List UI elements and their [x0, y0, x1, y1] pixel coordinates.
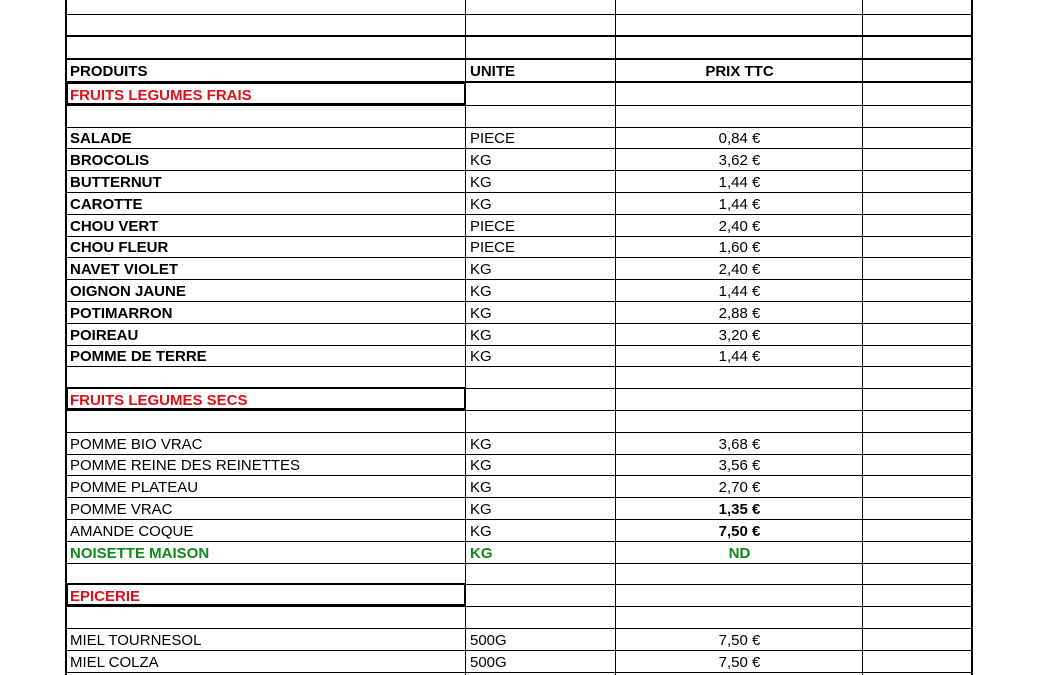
table-row [0, 301, 1058, 323]
product-price: 1,44 € [718, 282, 761, 300]
table-row [0, 257, 1058, 279]
product-unit: KG [470, 282, 492, 300]
product-unit: PIECE [470, 130, 516, 148]
table-row [0, 519, 1058, 541]
column-header-prix: PRIX TTC [705, 63, 774, 80]
product-unit: KG [470, 304, 492, 322]
product-unit: KG [470, 348, 492, 366]
grid-hline [66, 105, 973, 106]
product-price: 0,84 € [718, 130, 761, 148]
product-name: NAVET VIOLET [70, 261, 179, 279]
product-name: CHOU VERT [70, 217, 159, 235]
product-name: CAROTTE [70, 195, 143, 213]
table-row [0, 214, 1058, 236]
product-name: POMME PLATEAU [70, 479, 199, 497]
product-price: 1,35 € [718, 500, 761, 518]
product-unit: KG [470, 457, 492, 475]
product-price: 3,68 € [718, 435, 761, 453]
table-row [0, 497, 1058, 519]
product-price: 3,56 € [718, 457, 761, 475]
product-name: OIGNON JAUNE [70, 282, 186, 300]
product-price: 7,50 € [718, 631, 761, 649]
table-row [0, 170, 1058, 192]
grid-hline [66, 563, 973, 564]
product-name: POMME BIO VRAC [70, 435, 203, 453]
table-row [0, 475, 1058, 497]
product-price: 3,20 € [718, 326, 761, 344]
product-name: POIREAU [70, 326, 139, 344]
product-price: 2,40 € [718, 261, 761, 279]
product-price: 3,62 € [718, 152, 761, 170]
table-header [0, 60, 1058, 81]
grid-hline [66, 606, 973, 607]
grid-hline [66, 35, 973, 37]
product-unit: 500G [470, 653, 507, 671]
product-name: POTIMARRON [70, 304, 173, 322]
product-price: 1,44 € [718, 173, 761, 191]
product-unit: KG [470, 435, 492, 453]
product-unit: PIECE [470, 217, 516, 235]
product-unit: KG [470, 479, 492, 497]
product-unit: KG [470, 544, 493, 562]
product-price: 1,60 € [718, 239, 761, 257]
product-name: SALADE [70, 130, 132, 148]
table-row [0, 541, 1058, 563]
product-name: POMME DE TERRE [70, 348, 207, 366]
product-price: 2,88 € [718, 304, 761, 322]
section-title-box [66, 82, 466, 105]
product-name: MIEL TOURNESOL [70, 631, 202, 649]
table-row [0, 127, 1058, 149]
table-row [0, 148, 1058, 170]
product-unit: 500G [470, 631, 507, 649]
product-name: NOISETTE MAISON [70, 544, 210, 562]
table-row [0, 279, 1058, 301]
product-name: BUTTERNUT [70, 173, 162, 191]
product-name: BROCOLIS [70, 152, 150, 170]
product-unit: KG [470, 522, 492, 540]
table-row [0, 432, 1058, 454]
product-price: 1,44 € [718, 348, 761, 366]
product-name: MIEL COLZA [70, 653, 159, 671]
product-unit: KG [470, 500, 492, 518]
product-price: 2,70 € [718, 479, 761, 497]
column-header-produits: PRODUITS [70, 63, 148, 80]
product-name: POMME VRAC [70, 500, 173, 518]
product-unit: KG [470, 173, 492, 191]
column-header-unite: UNITE [470, 63, 515, 80]
product-price: 7,50 € [718, 653, 761, 671]
product-price: ND [728, 544, 751, 562]
product-name: CHOU FLEUR [70, 239, 169, 257]
product-price: 7,50 € [718, 522, 761, 540]
product-name: POMME REINE DES REINETTES [70, 457, 301, 475]
table-row [0, 236, 1058, 258]
product-unit: KG [470, 261, 492, 279]
section-title: FRUITS LEGUMES FRAIS [70, 86, 252, 104]
product-unit: KG [470, 152, 492, 170]
product-unit: KG [470, 326, 492, 344]
product-unit: PIECE [470, 239, 516, 257]
section-title: FRUITS LEGUMES SECS [70, 391, 248, 409]
table-row [0, 650, 1058, 672]
product-unit: KG [470, 195, 492, 213]
grid-hline [66, 14, 973, 15]
table-row [0, 345, 1058, 367]
product-price: 1,44 € [718, 195, 761, 213]
section-title-box [66, 583, 466, 606]
product-price: 2,40 € [718, 217, 761, 235]
grid-hline [66, 366, 973, 367]
product-name: AMANDE COQUE [70, 522, 194, 540]
grid-hline [66, 410, 973, 411]
table-row [0, 192, 1058, 214]
table-row [0, 323, 1058, 345]
table-row [0, 454, 1058, 476]
section-title-box [66, 387, 466, 410]
section-title: EPICERIE [70, 588, 141, 606]
grid-hline [66, 672, 973, 673]
table-row [0, 628, 1058, 650]
